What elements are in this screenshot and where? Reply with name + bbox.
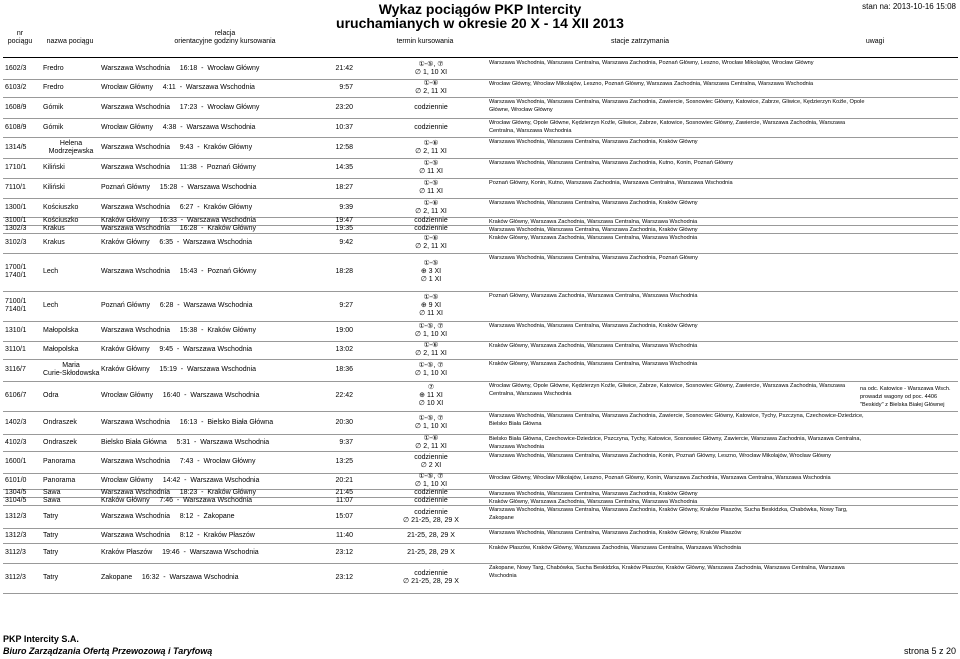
- cell-nazwa: Krakus: [43, 225, 65, 232]
- cell-stacje: Kraków Główny, Warszawa Zachodnia, Warszawa Centralna, Warszawa Wschodnia: [489, 219, 698, 225]
- cell-stacje: Warszawa Wschodnia, Warszawa Centralna, Warszawa Zachodnia, Zawiercie, Sosnowiec Główny, Katowice, Zabrze, Gliwice, Kędzierzyn Koźle, Opole Główne, Wrocław Główny: [489, 99, 865, 113]
- cell-termin: codziennie ∅ 2 XI: [414, 454, 448, 469]
- cell-rel: Warszawa Wschodnia 16:28 - Kraków Główny: [101, 225, 256, 232]
- cell-stacje: Warszawa Wschodnia, Warszawa Centralna, Warszawa Zachodnia, Kraków Główny: [489, 139, 698, 145]
- cell-stacje: Warszawa Wschodnia, Warszawa Centralna, Warszawa Zachodnia, Konin, Poznań Główny, Leszno, Wrocław Mikolajów, Wrocław Główny: [489, 453, 831, 459]
- cell-nr: 3112/3: [5, 549, 26, 556]
- table-row: [3, 158, 958, 179]
- cell-termin: ①-⑥ ∅ 2, 11 XI: [415, 139, 447, 155]
- cell-godz: 23:20: [335, 103, 353, 111]
- table-row: [3, 291, 958, 322]
- cell-nazwa: Panorama: [43, 458, 76, 465]
- table-row: [3, 97, 958, 119]
- cell-nr: 1710/1: [5, 164, 27, 171]
- cell-godz: 19:47: [335, 217, 353, 224]
- cell-termin: ①-⑤ ⊕ 9 XI ∅ 11 XI: [419, 294, 443, 317]
- cell-godz: 12:58: [335, 143, 353, 151]
- col-header-nazwa: nazwa pociągu: [46, 38, 94, 45]
- cell-termin: codziennie ∅ 21-25, 28, 29 X: [403, 508, 459, 524]
- cell-termin: codziennie ∅ 21-25, 28, 29 X: [403, 570, 459, 585]
- cell-rel: Kraków Płaszów 19:46 - Warszawa Wschodnia: [101, 549, 259, 556]
- cell-rel: Poznań Główny 15:28 - Warszawa Wschodnia: [101, 184, 257, 191]
- cell-stacje: Poznań Główny, Warszawa Zachodnia, Warszawa Centralna, Warszawa Wschodnia: [489, 293, 698, 299]
- cell-nr: 7110/1: [5, 184, 26, 191]
- cell-godz: 13:02: [335, 346, 353, 353]
- cell-nr: 1312/3: [5, 531, 27, 539]
- cell-godz: 14:35: [335, 164, 353, 171]
- cell-nazwa: Kościuszko: [43, 217, 79, 224]
- table-row: [3, 253, 958, 292]
- table-row: [3, 434, 958, 452]
- cell-rel: Warszawa Wschodnia 9:43 - Kraków Główny: [101, 143, 253, 151]
- col-header-nr: nr pociągu: [7, 30, 33, 45]
- cell-nr: 1608/9: [5, 103, 27, 111]
- cell-nr: 3112/3: [5, 574, 26, 581]
- cell-stacje: Warszawa Wschodnia, Warszawa Centralna, Warszawa Zachodnia, Kraków Główny: [489, 227, 698, 233]
- cell-termin: ①-⑥ ∅ 2, 11 XI: [415, 434, 447, 450]
- cell-termin: ⑦ ⊕ 11 XI ∅ 10 XI: [418, 384, 444, 407]
- cell-godz: 21:42: [335, 64, 353, 72]
- cell-stacje: Warszawa Wschodnia, Warszawa Centralna, Warszawa Zachodnia, Kutno, Konin, Poznań Główny: [489, 160, 734, 166]
- cell-rel: Warszawa Wschodnia 8:12 - Kraków Płaszów: [101, 531, 255, 539]
- cell-godz: 13:25: [335, 458, 353, 465]
- cell-nazwa: Ondraszek: [43, 438, 77, 446]
- cell-nazwa: Fredro: [43, 64, 64, 72]
- table-row: [3, 321, 958, 342]
- cell-termin: ①-⑤ ∅ 11 XI: [419, 180, 443, 195]
- cell-nr: 1304/5: [5, 489, 27, 496]
- table-row: [3, 381, 958, 412]
- cell-stacje: Warszawa Wschodnia, Warszawa Centralna, Warszawa Zachodnia, Zawiercie, Sosnowiec Główny, Katowice, Tychy, Pszczyna, Czechowice-Dziedzice, Bielsko Biała Główna: [489, 413, 864, 427]
- cell-rel: Wrocław Główny 4:11 - Warszawa Wschodnia: [101, 84, 255, 91]
- cell-stacje: Warszawa Wschodnia, Warszawa Centralna, Warszawa Zachodnia, Kraków Główny: [489, 323, 698, 329]
- cell-nazwa: Małopolska: [43, 346, 79, 353]
- cell-nr: 6103/2: [5, 84, 27, 91]
- cell-nazwa: Tatry: [43, 531, 59, 539]
- cell-rel: Wrocław Główny 14:42 - Warszawa Wschodnia: [101, 477, 260, 484]
- cell-godz: 15:07: [335, 512, 353, 520]
- cell-nazwa: Kiliński: [43, 164, 65, 171]
- cell-stacje: Poznań Główny, Konin, Kutno, Warszawa Zachodnia, Warszawa Centralna, Warszawa Wschodnia: [489, 180, 733, 186]
- cell-rel: Warszawa Wschodnia 17:23 - Wrocław Główny: [101, 103, 260, 111]
- cell-stacje: Zakopane, Nowy Targ, Chabówka, Sucha Beskidzka, Kraków Płaszów, Kraków Główny, Warszawa Zachodnia, Warszawa Centralna, Warszawa Wschodnia: [489, 565, 845, 579]
- cell-godz: 9:57: [339, 84, 353, 91]
- cell-termin: ①-⑤, ⑦ ∅ 1, 10 XI: [414, 362, 448, 377]
- cell-godz: 11:07: [336, 497, 353, 504]
- cell-nr: 1300/1: [5, 203, 27, 211]
- cell-stacje: Warszawa Wschodnia, Warszawa Centralna, Warszawa Zachodnia, Kraków Główny: [489, 200, 698, 206]
- table-row: [3, 451, 958, 474]
- cell-nr: 3100/1: [5, 217, 27, 224]
- cell-rel: Kraków Główny 7:46 - Warszawa Wschodnia: [101, 497, 253, 504]
- col-header-stacje: stacje zatrzymania: [611, 38, 669, 45]
- table-row: [3, 411, 958, 435]
- cell-nazwa: Kościuszko: [43, 203, 79, 211]
- cell-termin: codziennie: [414, 103, 448, 111]
- cell-rel: Wrocław Główny 4:38 - Warszawa Wschodnia: [101, 123, 256, 131]
- cell-nazwa: Lech: [43, 268, 59, 275]
- cell-nazwa: Gómik: [43, 103, 64, 111]
- cell-stacje: Kraków Płaszów, Kraków Główny, Warszawa Zachodnia, Warszawa Centralna, Warszawa Wschodnia: [489, 545, 742, 551]
- footer-office: Biuro Zarządzania Ofertą Przewozową i Taryfową: [3, 646, 213, 656]
- cell-godz: 9:37: [339, 438, 353, 446]
- cell-godz: 19:35: [335, 225, 353, 232]
- cell-stacje: Kraków Główny, Warszawa Zachodnia, Warszawa Centralna, Warszawa Wschodnia: [489, 499, 698, 505]
- table-row: [3, 563, 958, 594]
- cell-termin: ①-⑤, ⑦ ∅ 1, 10 XI: [414, 473, 448, 488]
- cell-termin: ①-⑤, ⑦ ∅ 1, 10 XI: [414, 323, 448, 338]
- cell-termin: 21-25, 28, 29 X: [407, 549, 455, 556]
- cell-nr: 3102/3: [5, 239, 27, 246]
- cell-godz: 20:30: [335, 418, 353, 426]
- cell-rel: Warszawa Wschodnia 15:43 - Poznań Główny: [101, 268, 257, 275]
- document-title: [0, 2, 960, 30]
- cell-godz: 20:21: [335, 477, 353, 484]
- cell-stacje: Bielsko Biała Główna, Czechowice-Dziedzice, Pszczyna, Tychy, Katowice, Sosnowiec Główny, Zawiercie, Warszawa Zachodnia, Warszawa Centralna, Warszawa Wschodnia: [489, 436, 862, 450]
- cell-rel: Warszawa Wschodnia 6:27 - Kraków Główny: [101, 203, 253, 211]
- cell-stacje: Warszawa Wschodnia, Warszawa Centralna, Warszawa Zachodnia, Poznań Główny, Leszno, Wrocław Mikolajów, Wrocław Główny: [489, 60, 814, 66]
- cell-stacje: Kraków Główny, Warszawa Zachodnia, Warszawa Centralna, Warszawa Wschodnia: [489, 361, 698, 367]
- col-header-relacja: relacja orientacyjne godziny kursowania: [174, 30, 276, 45]
- cell-termin: 21-25, 28, 29 X: [407, 531, 455, 539]
- status-date: stan na: 2013-10-16 15:08: [862, 2, 956, 11]
- cell-nazwa: Helena Modrzejewska: [48, 139, 94, 155]
- table-row: [3, 473, 958, 490]
- cell-rel: Warszawa Wschodnia 16:18 - Wrocław Główny: [101, 64, 260, 72]
- cell-nazwa: Sawa: [43, 489, 61, 496]
- table-row: [3, 359, 958, 382]
- cell-rel: Zakopane 16:32 - Warszawa Wschodnia: [101, 574, 239, 581]
- cell-rel: Warszawa Wschodnia 11:38 - Poznań Główny: [101, 164, 256, 171]
- cell-stacje: Wrocław Główny, Opole Główne, Kędzierzyn Koźle, Gliwice, Zabrze, Katowice, Sosnowiec Główny, Zawiercie, Warszawa Zachodnia, Warszawa Centralna, Warszawa Wschodnia: [489, 383, 846, 397]
- cell-nazwa: Sawa: [43, 497, 61, 504]
- cell-godz: 18:28: [335, 268, 353, 275]
- cell-godz: 18:36: [335, 366, 353, 373]
- cell-nazwa: Odra: [43, 392, 59, 399]
- cell-termin: ①-⑤ ∅ 11 XI: [419, 160, 443, 175]
- cell-termin: ①-⑥ ∅ 2, 11 XI: [415, 342, 447, 357]
- col-header-termin: termin kursowania: [396, 38, 454, 45]
- cell-godz: 19:00: [335, 327, 353, 334]
- title-line-2: uruchamianych w okresie 20 X - 14 XII 2013: [336, 15, 624, 31]
- cell-termin: codziennie: [414, 217, 448, 224]
- cell-godz: 11:40: [336, 531, 353, 539]
- cell-stacje: Kraków Główny, Warszawa Zachodnia, Warszawa Centralna, Warszawa Wschodnia: [489, 343, 698, 349]
- cell-stacje: Warszawa Wschodnia, Warszawa Centralna, Warszawa Zachodnia, Kraków Główny, Kraków Płaszów: [489, 530, 742, 536]
- cell-nazwa: Kiliński: [43, 184, 65, 191]
- cell-nazwa: Lech: [43, 302, 59, 309]
- cell-nr: 1312/3: [5, 512, 27, 520]
- cell-godz: 21:45: [335, 489, 353, 496]
- cell-godz: 18:27: [335, 184, 353, 191]
- cell-nr: 6101/0: [5, 477, 27, 484]
- cell-nazwa: Tatry: [43, 512, 59, 520]
- cell-uwagi: na odc. Katowice - Warszawa Wsch. prowadzi wagony od poc. 4406 "Beskidy" z Bielska Białej Głównej: [860, 386, 951, 408]
- table-row: [3, 341, 958, 360]
- cell-rel: Warszawa Wschodnia 8:12 - Zakopane: [101, 512, 235, 520]
- cell-rel: Wrocław Główny 16:40 - Warszawa Wschodnia: [101, 392, 260, 399]
- cell-nazwa: Tatry: [43, 574, 59, 581]
- cell-termin: ①-⑤ ⊕ 3 XI ∅ 1 XI: [420, 260, 442, 283]
- table-row: [3, 118, 958, 138]
- cell-nazwa: Tatry: [43, 549, 59, 556]
- cell-termin: codziennie: [414, 489, 448, 496]
- cell-godz: 10:37: [335, 123, 353, 131]
- cell-rel: Kraków Główny 6:35 - Warszawa Wschodnia: [101, 239, 253, 246]
- cell-nr: 1314/5: [5, 143, 27, 151]
- cell-stacje: Kraków Główny, Warszawa Zachodnia, Warszawa Centralna, Warszawa Wschodnia: [489, 235, 698, 241]
- cell-stacje: Warszawa Wschodnia, Warszawa Centralna, Warszawa Zachodnia, Kraków Główny, Kraków Płaszów, Sucha Beskidzka, Chabówka, Nowy Targ, Zakopane: [489, 507, 848, 521]
- table-row: [3, 505, 958, 529]
- cell-nazwa: Krakus: [43, 239, 65, 246]
- cell-stacje: Wrocław Główny, Wrocław Mikolajów, Leszno, Poznań Główny, Konin, Warszawa Zachodnia, Warszawa Centralna, Warszawa Wschodnia: [489, 475, 831, 481]
- cell-termin: codziennie: [414, 225, 448, 232]
- cell-nr: 1602/3: [5, 64, 27, 72]
- table-row: [3, 198, 958, 218]
- cell-nr: 3110/1: [5, 346, 26, 353]
- cell-stacje: Warszawa Wschodnia, Warszawa Centralna, Warszawa Zachodnia, Kraków Główny: [489, 491, 698, 497]
- cell-rel: Warszawa Wschodnia 18:23 - Kraków Główny: [101, 489, 256, 496]
- footer-company: PKP Intercity S.A.: [3, 634, 79, 644]
- cell-termin: ①-⑤, ⑦ ∅ 1, 10 XI: [414, 60, 448, 76]
- cell-godz: 22:42: [335, 392, 353, 399]
- col-header-uwagi: uwagi: [865, 38, 885, 45]
- cell-rel: Warszawa Wschodnia 16:13 - Bielsko Biała Główna: [101, 418, 274, 426]
- cell-termin: codziennie: [414, 123, 448, 131]
- cell-nr: 4102/3: [5, 438, 27, 446]
- cell-nr: 1700/1 1740/1: [5, 264, 27, 279]
- cell-nazwa: Fredro: [43, 84, 64, 91]
- cell-nazwa: Panorama: [43, 477, 76, 484]
- cell-nr: 7100/1 7140/1: [5, 298, 27, 313]
- cell-rel: Kraków Główny 16:33 - Warszawa Wschodnia: [101, 217, 256, 224]
- cell-rel: Kraków Główny 9:45 - Warszawa Wschodnia: [101, 346, 253, 353]
- cell-termin: ①-⑤, ⑦ ∅ 1, 10 XI: [414, 414, 448, 430]
- cell-nazwa: Maria Curie-Skłodowska: [43, 362, 100, 377]
- cell-nr: 1302/3: [5, 225, 27, 232]
- cell-nazwa: Ondraszek: [43, 418, 77, 426]
- cell-termin: ①-⑥ ∅ 2, 11 XI: [415, 199, 447, 215]
- cell-nazwa: Gómik: [43, 123, 64, 131]
- table-row: [3, 178, 958, 199]
- cell-termin: ①-⑥ ∅ 2, 11 XI: [415, 80, 447, 95]
- cell-nr: 1600/1: [5, 458, 27, 465]
- cell-godz: 23:12: [335, 574, 353, 581]
- table-row: [3, 137, 958, 159]
- cell-nr: 3116/7: [5, 366, 26, 373]
- cell-nazwa: Małopolska: [43, 327, 79, 334]
- cell-stacje: Wrocław Główny, Opole Główne, Kędzierzyn Koźle, Gliwice, Zabrze, Katowice, Sosnowiec Główny, Zawiercie, Warszawa Zachodnia, Warszawa Centralna, Warszawa Wschodnia: [489, 120, 846, 134]
- cell-nr: 6106/7: [5, 392, 27, 399]
- cell-rel: Warszawa Wschodnia 7:43 - Wrocław Główny: [101, 458, 256, 465]
- cell-nr: 3104/5: [5, 497, 27, 504]
- cell-nr: 1310/1: [5, 327, 27, 334]
- table-row: [3, 528, 958, 544]
- cell-godz: 9:27: [339, 302, 353, 309]
- cell-termin: ①-⑥ ∅ 2, 11 XI: [415, 235, 447, 250]
- cell-godz: 9:42: [339, 239, 353, 246]
- cell-godz: 23:12: [335, 549, 353, 556]
- cell-rel: Bielsko Biała Główna 5:31 - Warszawa Wschodnia: [101, 438, 270, 446]
- cell-godz: 9:39: [339, 203, 353, 211]
- table-row: [3, 58, 958, 80]
- cell-rel: Kraków Główny 15:19 - Warszawa Wschodnia: [101, 366, 256, 373]
- table-row: [3, 79, 958, 98]
- cell-termin: codziennie: [414, 497, 448, 504]
- cell-stacje: Warszawa Wschodnia, Warszawa Centralna, Warszawa Zachodnia, Poznań Główny: [489, 255, 698, 261]
- cell-rel: Warszawa Wschodnia 15:38 - Kraków Główny: [101, 327, 256, 334]
- cell-rel: Poznań Główny 6:28 - Warszawa Wschodnia: [101, 302, 253, 309]
- table-row: [3, 543, 958, 564]
- cell-nr: 1402/3: [5, 418, 27, 426]
- table-row: [3, 233, 958, 254]
- page-number: strona 5 z 20: [903, 646, 956, 656]
- cell-nr: 6108/9: [5, 123, 27, 131]
- cell-stacje: Wrocław Główny, Wrocław Mikolajów, Leszno, Poznań Główny, Warszawa Zachodnia, Warszawa Centralna, Warszawa Wschodnia: [489, 81, 814, 87]
- title-line-1: Wykaz pociągów PKP Intercity: [378, 1, 582, 17]
